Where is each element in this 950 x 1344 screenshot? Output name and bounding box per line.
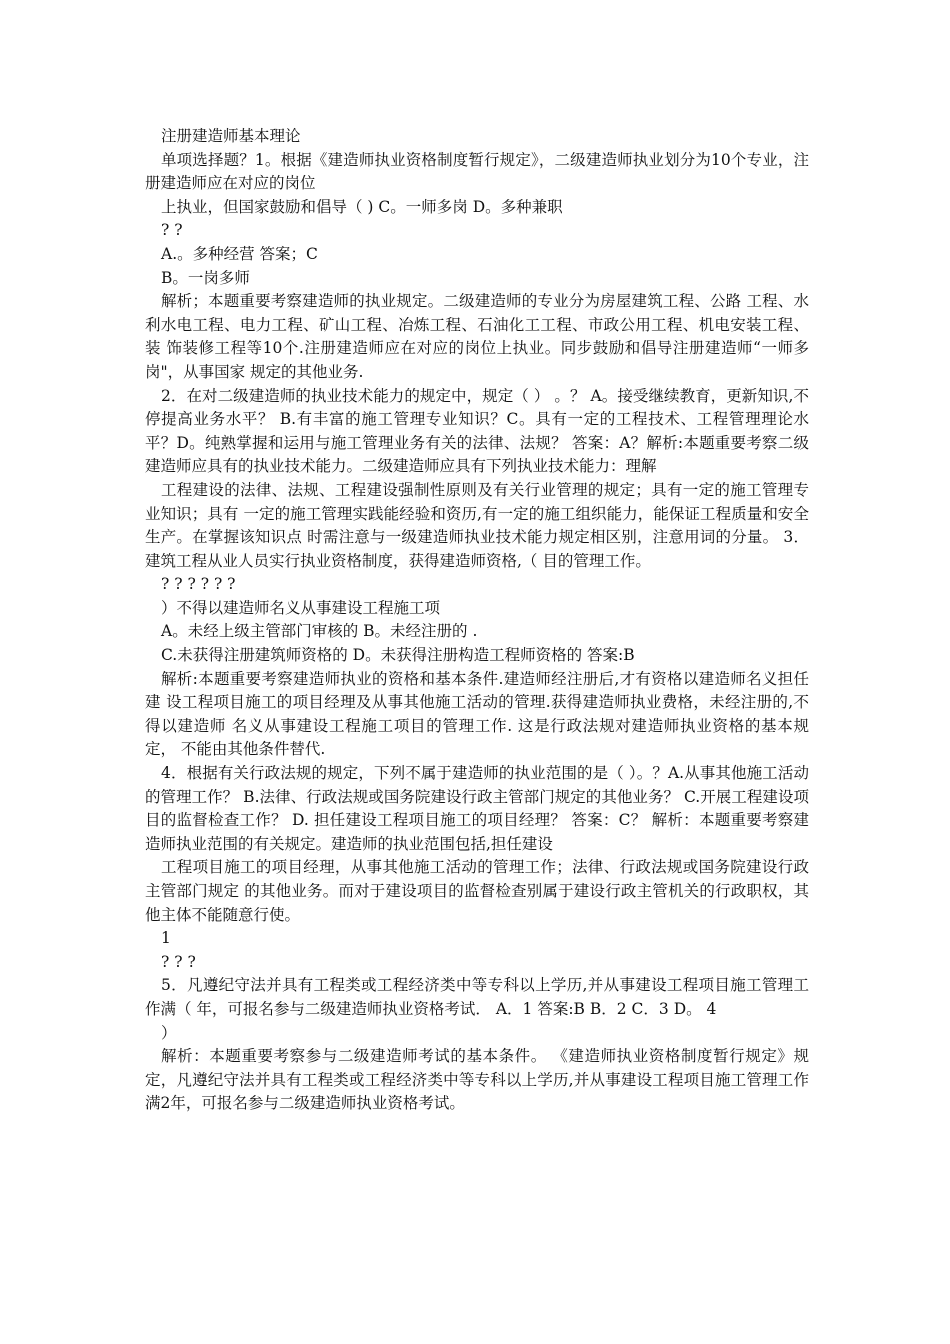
question-5-bracket: ） (161, 1023, 177, 1042)
question-2: 2．在对二级建造师的执业技术能力的规定中，规定（ ） 。？ A。接受继续教育，更新知识,不停提高业务水平？ B.有丰富的施工管理专业知识？C。具有一定的工程技术、工程管理理论水平？D。纯熟掌握和运用与施工管理业务有关的法律、法规？ 答案：A？解析:本题重要考察二级建造师应具有的执业技术能力。二级建造师应具有下列执业技术能力：理解 (145, 386, 809, 476)
question-3-options-cd: C.未获得注册建筑师资格的 D。未获得注册构造工程师资格的 答案:B (161, 646, 635, 665)
question-3-continued: ）不得以建造师名义从事建设工程施工项 (161, 598, 441, 617)
text-line: ? ? (161, 221, 183, 240)
question-1-explanation: 解析；本题重要考察建造师的执业规定。二级建造师的专业分为房屋建筑工程、公路 工程、水利水电工程、电力工程、矿山工程、冶炼工程、石油化工工程、市政公用工程、机电安装工程、装 饰装修工程等10个.注册建造师应在对应的岗位上执业。同步鼓励和倡导注册建造师“一师多岗"，从事国家 规定的其他业务. (145, 292, 809, 381)
question-5-explanation: 解析：本题重要考察参与二级建造师考试的基本条件。 《建造师执业资格制度暂行规定》规定，凡遵纪守法并具有工程类或工程经济类中等专科以上学历,并从事建设工程项目施工管理工作 满2年，可报名参与二级建造师执业资格考试。 (145, 1047, 809, 1113)
document-title: 注册建造师基本理论 (161, 127, 301, 145)
question-1-option-b: B。一岗多师 (161, 268, 250, 287)
question-1-stem: 单项选择题？1。根据《建造师执业资格制度暂行规定》，二级建造师执业划分为10个专业，注册建造师应在对应的岗位 (145, 150, 809, 193)
question-1-continued: 上执业，但国家鼓励和倡导（ ) C。一师多岗 D。多种兼职 (161, 197, 563, 216)
text-line: ? ? ? (161, 952, 196, 971)
page-number: 1 (161, 929, 171, 948)
document-body (145, 125, 809, 1116)
question-3-explanation: 解析:本题重要考察建造师执业的资格和基本条件.建造师经注册后,才有资格以建造师名义担任建 设工程项目施工的项目经理及从事其他施工活动的管理.获得建造师执业费格，未经注册的,不得以建造师 名义从事建设工程施工项目的管理工作. 这是行政法规对建造师执业资格的基本规定， 不能由其他条件替代. (145, 669, 809, 759)
question-5: 5．凡遵纪守法并具有工程类或工程经济类中等专科以上学历,并从事建设工程项目施工管理工作满（ 年，可报名参与二级建造师执业资格考试． A．1 答案:B B．2 C．3 D。 4 (145, 976, 809, 1018)
text-line: ? ? ? ? ? ? (161, 575, 236, 594)
question-3-options-ab: A。未经上级主管部门审核的 B。未经注册的 . (161, 622, 478, 641)
question-1-option-a: A.。多种经营 答案；C (161, 244, 318, 263)
question-4-explanation: 工程项目施工的项目经理，从事其他施工活动的管理工作；法律、行政法规或国务院建设行政主管部门规定 的其他业务。而对于建设项目的监督检查别属于建设行政主管机关的行政职权，其他主体不能随意行使。 (145, 858, 809, 924)
question-2-explanation: 工程建设的法律、法规、工程建设强制性原则及有关行业管理的规定；具有一定的施工管理专业知识；具有 一定的施工管理实践能经验和资历,有一定的施工组织能力，能保证工程质量和安全生产。在掌握该知识点 时需注意与一级建造师执业技术能力规定相区别，注意用词的分量。 3．建筑工程从业人员实行执业资格制度，获得建造师资格,（ 目的管理工作。 (145, 480, 809, 570)
question-4: 4．根据有关行政法规的规定，下列不属于建造师的执业范围的是（ ）。？A.从事其他施工活动的管理工作？ B.法律、行政法规或国务院建设行政主管部门规定的其他业务？ C.开展工程建设项目的监督检查工作？ D. 担任建设工程项目施工的项目经理？ 答案：C？ 解析：本题重要考察建造师执业范围的有关规定。建造师的执业范围包括,担任建设 (145, 764, 809, 853)
